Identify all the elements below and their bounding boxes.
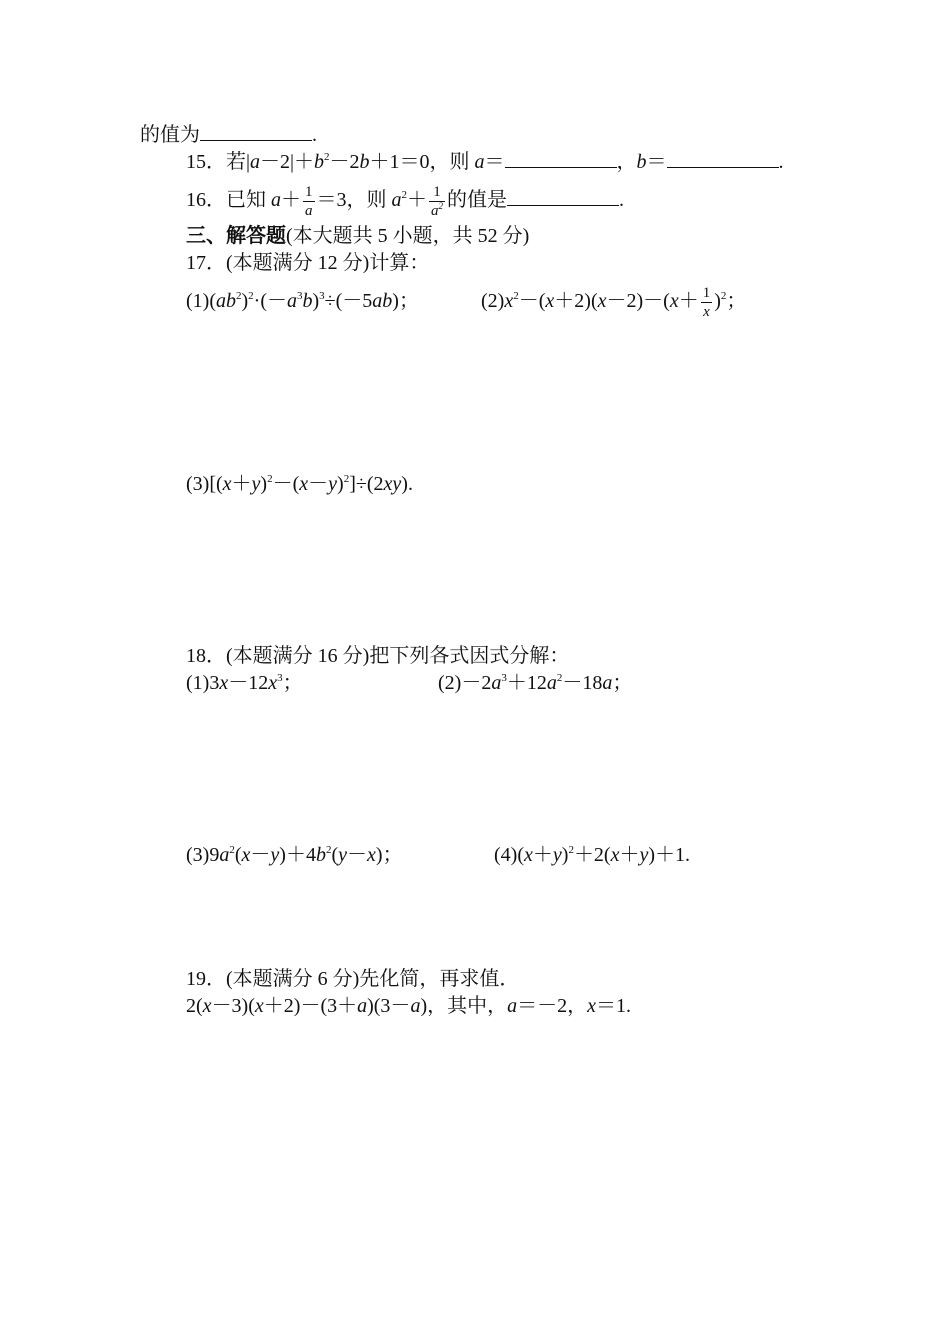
q16-answer-blank[interactable] (507, 187, 619, 206)
q17-part-1: $(1)(ab^2)^2\cdot(-a^3b)^3\div(-5ab)$； (186, 290, 419, 312)
fraction-1-over-a: $\frac{1}{a}$ (305, 183, 313, 219)
section-3-heading: 三、解答题(本大题共 5 小题，共 52 分) (186, 225, 530, 247)
q14-tail-text: 的值为 (140, 124, 200, 146)
question-15: 15．若$|a-2|+b^2-2b+1=0$，则 a＝ ，b＝ . (186, 151, 784, 173)
q14-answer-blank[interactable] (200, 122, 312, 141)
fraction-1-over-x: $\frac{1}{x}$ (702, 284, 711, 320)
question-18-heading: 18．(本题满分 16 分)把下列各式因式分解： (186, 645, 570, 667)
q18-part-3: $(3)9a^2(x-y)+4b^2(y-x)$； (186, 844, 403, 866)
q18-part-2: $(2)-2a^3+12a^2-18a$； (438, 672, 633, 694)
q15-b-answer-blank[interactable] (667, 149, 779, 168)
question-16: 16．已知 a＋ $\frac{1}{a}$ ＝3，则 $a^2+$ $\frac{1}{a^2}$ 的值是 . (186, 183, 624, 219)
q15-a-answer-blank[interactable] (505, 149, 617, 168)
q18-part-4: $(4)(x+y)^2+2(x+y)+1$. (494, 844, 691, 866)
fraction-1-over-a-squared: $\frac{1}{a^2}$ (431, 183, 443, 219)
question-17-heading: 17．(本题满分 12 分)计算： (186, 252, 430, 274)
q18-part-1: $(1)3x-12x^3$； (186, 672, 303, 694)
q17-part-2: $(2)x^2-(x+2)(x-2)-(x+$ $\frac{1}{x}$ )$^2$； (481, 284, 747, 320)
q19-expression: 2(x－3)(x＋2)－(3＋a)(3－a)，其中，a＝－2，x＝1. (186, 995, 631, 1017)
q17-part-3: $(3)[(x+y)^2-(x-y)^2]\div(2xy)$. (186, 473, 413, 495)
question-19-heading: 19．(本题满分 6 分)先化简，再求值． (186, 968, 520, 990)
q14-tail-line: 的值为 . (140, 124, 317, 146)
